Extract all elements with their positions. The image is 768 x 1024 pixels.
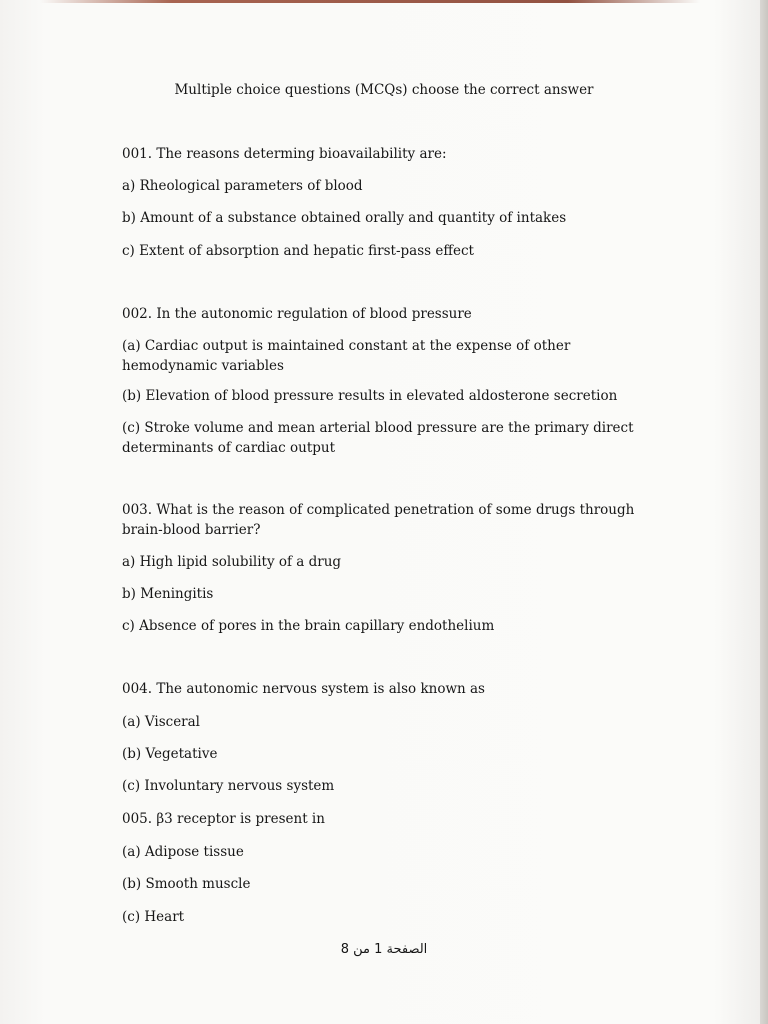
question-003-option-a: a) High lipid solubility of a drug (122, 554, 342, 570)
question-002-option-a: (a) Cardiac output is maintained constant at the expense of other hemodynamic variables (122, 338, 571, 374)
question-001-option-a: a) Rheological parameters of blood (122, 178, 363, 194)
question-005-stem: 005. β3 receptor is present in (122, 811, 325, 827)
question-001-option-b: b) Amount of a substance obtained orally and quantity of intakes (122, 210, 567, 226)
question-004-option-b: (b) Vegetative (122, 746, 218, 762)
question-005-option-c: (c) Heart (122, 909, 185, 925)
question-003-option-c: c) Absence of pores in the brain capillary endothelium (122, 618, 495, 634)
question-004-option-a: (a) Visceral (122, 714, 201, 730)
question-002-option-c: (c) Stroke volume and mean arterial blood pressure are the primary direct determinants of cardiac output (122, 420, 634, 456)
question-004-option-c: (c) Involuntary nervous system (122, 778, 335, 794)
page-number-footer: الصفحة 1 من 8 (340, 942, 428, 957)
question-003-option-b: b) Meningitis (122, 586, 214, 602)
page-title: Multiple choice questions (MCQs) choose the correct answer (174, 82, 594, 98)
question-001-stem: 001. The reasons determing bioavailability are: (122, 146, 447, 162)
page-edge-shadow (760, 0, 768, 1024)
question-003-stem: 003. What is the reason of complicated penetration of some drugs through brain-blood barrier? (122, 502, 635, 538)
question-005-option-a: (a) Adipose tissue (122, 844, 244, 860)
question-002-stem: 002. In the autonomic regulation of blood pressure (122, 306, 472, 322)
question-005-option-b: (b) Smooth muscle (122, 876, 251, 892)
question-001-option-c: c) Extent of absorption and hepatic first-pass effect (122, 243, 474, 259)
question-004-stem: 004. The autonomic nervous system is also known as (122, 681, 485, 697)
question-002-option-b: (b) Elevation of blood pressure results in elevated aldosterone secretion (122, 388, 618, 404)
top-edge-mark (40, 0, 700, 3)
